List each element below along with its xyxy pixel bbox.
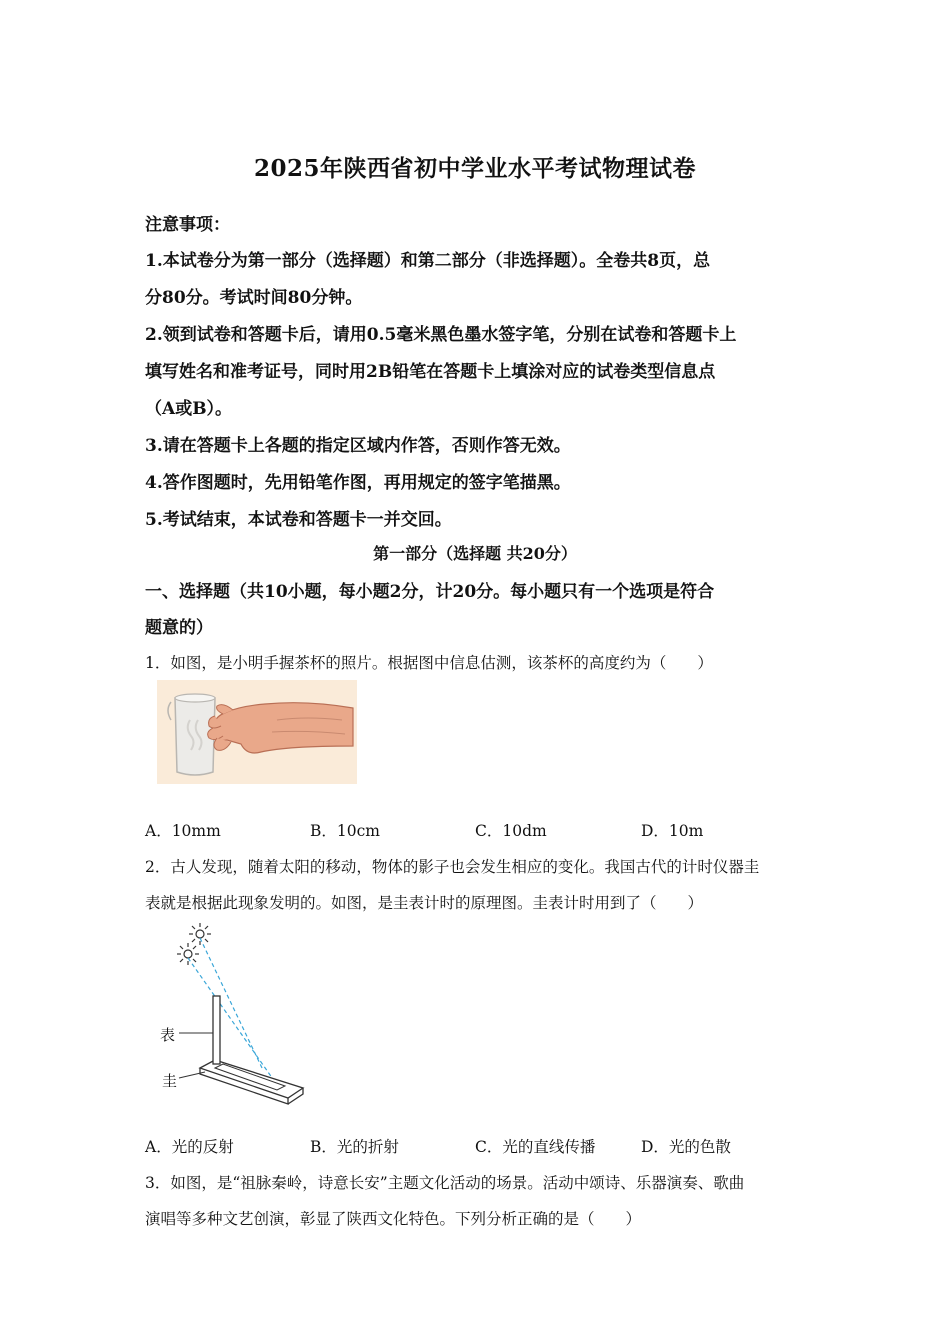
question-1-option-a[interactable]: A．10mm bbox=[145, 822, 221, 840]
question-2-option-a[interactable]: A．光的反射 bbox=[145, 1138, 234, 1156]
sun-icon bbox=[189, 923, 211, 945]
notice-line: 填写姓名和准考证号，同时用2B铅笔在答题卡上填涂对应的试卷类型信息点 bbox=[145, 362, 716, 382]
section-heading: 一、选择题（共10小题，每小题2分，计20分。每小题只有一个选项是符合 bbox=[145, 582, 715, 602]
exam-title: 2025年陕西省初中学业水平考试物理试卷 bbox=[253, 155, 696, 182]
question-2-option-d[interactable]: D．光的色散 bbox=[641, 1138, 731, 1156]
notice-line: 4.答作图题时，先用铅笔作图，再用规定的签字笔描黑。 bbox=[145, 473, 571, 493]
question-1-option-c[interactable]: C．10dm bbox=[475, 822, 547, 840]
section-heading-cont: 题意的） bbox=[145, 618, 213, 638]
question-1-option-b[interactable]: B．10cm bbox=[310, 822, 380, 840]
label-gui: 圭 bbox=[162, 1072, 178, 1090]
notice-line: 分80分。考试时间80分钟。 bbox=[145, 288, 363, 308]
gnomon-diagram bbox=[155, 920, 315, 1119]
question-2-option-b[interactable]: B．光的折射 bbox=[310, 1138, 399, 1156]
notice-line: （A或B）。 bbox=[145, 399, 233, 419]
question-2-text-cont: 表就是根据此现象发明的。如图，是圭表计时的原理图。圭表计时用到了（ ） bbox=[145, 894, 704, 912]
notice-heading: 注意事项： bbox=[145, 215, 230, 235]
question-3-text-cont: 演唱等多种文艺创演，彰显了陕西文化特色。下列分析正确的是（ ） bbox=[145, 1210, 642, 1228]
teacup-hand-photo bbox=[157, 680, 357, 788]
question-1-text: 1．如图，是小明手握茶杯的照片。根据图中信息估测，该茶杯的高度约为（ ） bbox=[145, 654, 713, 672]
notice-line: 2.领到试卷和答题卡后，请用0.5毫米黑色墨水签字笔，分别在试卷和答题卡上 bbox=[145, 325, 737, 345]
question-2-text: 2．古人发现，随着太阳的移动，物体的影子也会发生相应的变化。我国古代的计时仪器圭 bbox=[145, 858, 760, 876]
question-3-text: 3．如图，是“祖脉秦岭，诗意长安”主题文化活动的场景。活动中颂诗、乐器演奏、歌曲 bbox=[145, 1174, 745, 1192]
question-1-option-d[interactable]: D．10m bbox=[641, 822, 704, 840]
sun-icon bbox=[177, 943, 199, 965]
label-biao: 表 bbox=[160, 1026, 176, 1044]
part1-heading: 第一部分（选择题 共20分） bbox=[373, 544, 577, 563]
question-2-option-c[interactable]: C．光的直线传播 bbox=[475, 1138, 596, 1156]
notice-line: 1.本试卷分为第一部分（选择题）和第二部分（非选择题）。全卷共8页，总 bbox=[145, 251, 711, 271]
notice-line: 5.考试结束，本试卷和答题卡一并交回。 bbox=[145, 510, 452, 530]
notice-line: 3.请在答题卡上各题的指定区域内作答，否则作答无效。 bbox=[145, 436, 571, 456]
